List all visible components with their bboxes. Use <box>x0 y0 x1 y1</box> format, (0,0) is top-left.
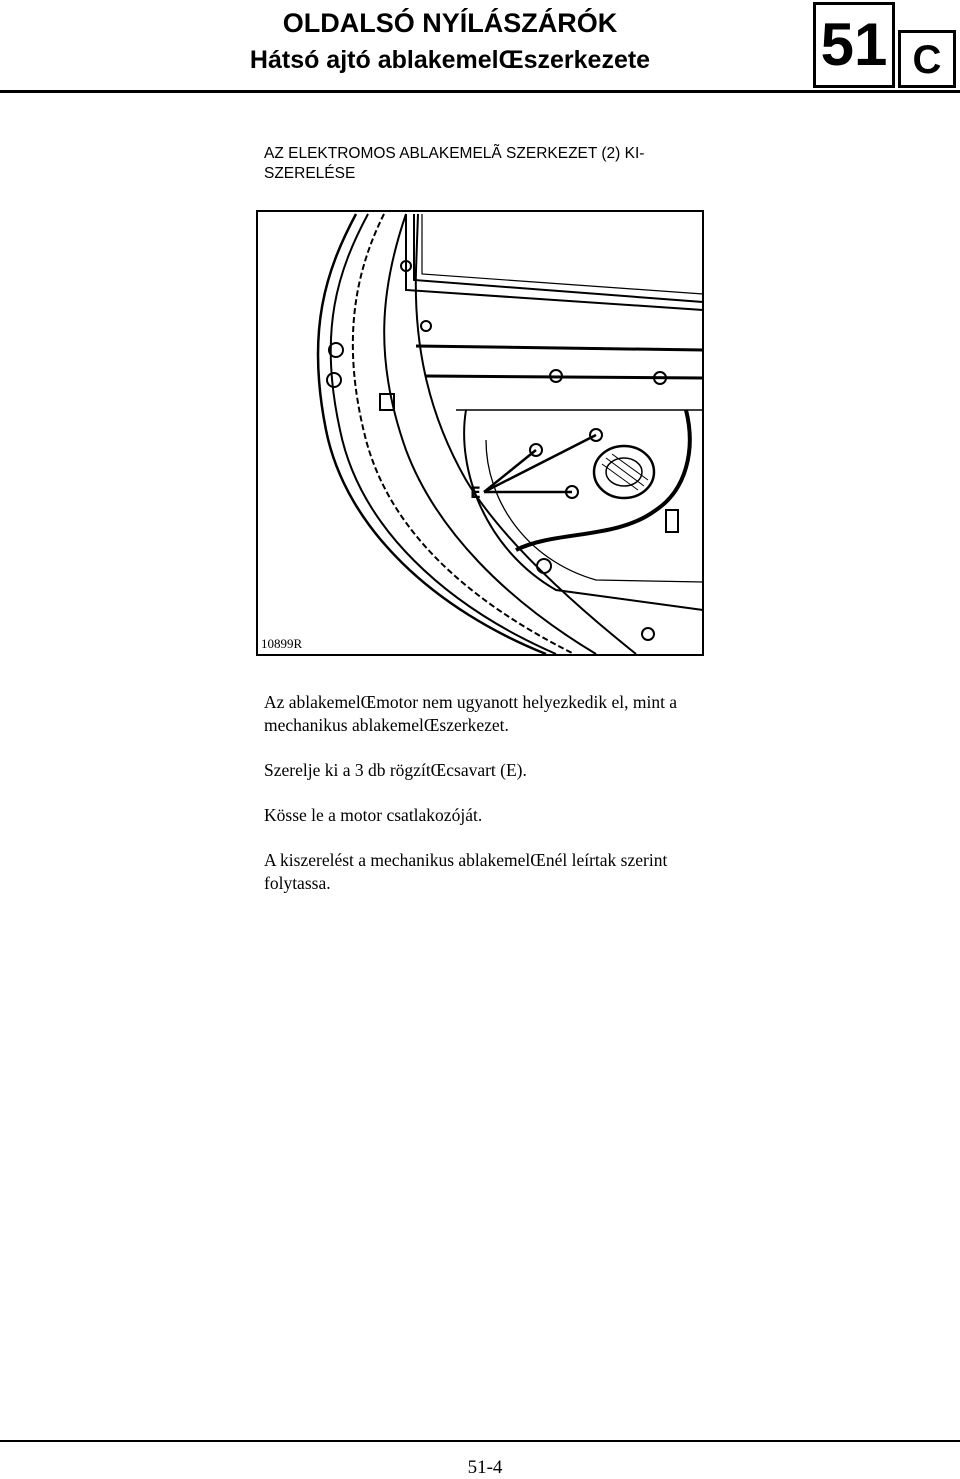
callout-e: E <box>470 483 481 502</box>
paragraph-motor-location: Az ablakemelŒmotor nem ugyanott helyezkedik el, mint a mechanikus ablakemelŒszerkezet. <box>264 692 678 735</box>
section-letter-box: C <box>898 30 956 88</box>
page-number: 51-4 <box>467 1457 503 1478</box>
chapter-number-box: 51 <box>813 2 895 88</box>
door-drawing <box>256 210 704 656</box>
paragraph-disconnect-motor: Kösse le a motor csatlakozóját. <box>264 805 483 825</box>
section-heading: AZ ELEKTROMOS ABLAKEMELÃ SZERKEZET (2) KI-SZERELÉSE <box>264 145 645 182</box>
figure-reference: 10899R <box>261 636 303 651</box>
footer-rule <box>0 1440 960 1442</box>
paragraph-remove-screws: Szerelje ki a 3 db rögzítŒcsavart (E). <box>264 760 527 780</box>
door-window-regulator-figure <box>256 210 704 656</box>
header-title-line1: OLDALSÓ NYÍLÁSZÁRÓK <box>282 8 618 38</box>
paragraph-continue-removal: A kiszerelést a mechanikus ablakemelŒnél leírtak szerint folytassa. <box>264 850 668 893</box>
header-title-line2: Hátsó ajtó ablakemelŒszerkezete <box>249 46 651 74</box>
header-rule <box>0 90 960 93</box>
